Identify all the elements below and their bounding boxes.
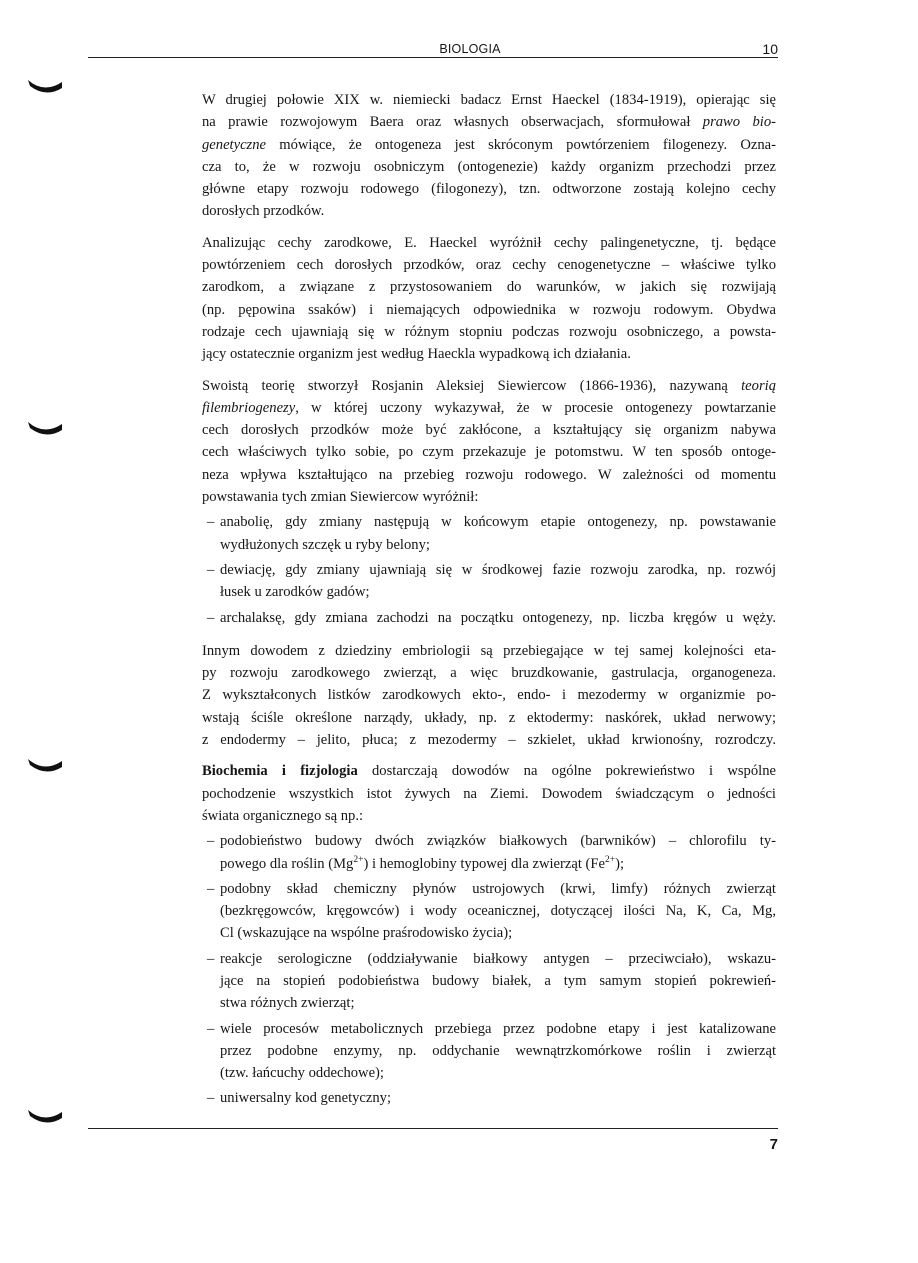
text-line [202,760,776,782]
list-item-archalaksa [202,607,776,629]
text-line: jące na stopień podobieństwa budowy białek, a tym samym stopień pokrewień- [220,972,776,989]
text-line: powtórzeniem cech dorosłych przodków, oraz cechy cenogenetyczne – właściwe tylko [202,257,776,274]
list-item-pigments [202,830,776,875]
paragraph-embriology [202,640,776,751]
paragraph-biochemistry [202,760,776,827]
text-line [220,853,776,875]
list-item-genetic-code [202,1087,776,1109]
page-body-text [202,89,776,1110]
list-bullet-dash: – [207,609,215,626]
punch-hole-mark-icon [26,76,64,96]
text-line: podobny skład chemiczny płynów ustrojowych (krwi, limfy) różnych zwierząt [220,880,776,897]
text-segment: ) i hemoglobiny typowej dla zwierząt (Fe [363,855,606,872]
text-line: W drugiej połowie XIX w. niemiecki badacz Ernst Haeckel (1834-1919), opierając się [202,92,776,108]
paragraph-palingenetic [202,232,776,366]
text-line: główne etapy rozwoju rodowego (filogonezy), tzn. odtworzone zostają kolejno cechy [202,181,776,198]
text-line: łusek u zarodków gadów; [220,584,370,601]
text-line: Z wykształconych listków zarodkowych ekto-, endo- i mezodermy w organizmie po- [202,687,776,704]
text-line: (tzw. łańcuchy oddechowe); [220,1065,384,1082]
text-segment: ); [615,855,625,872]
text-line: anabolię, gdy zmiany następują w końcowym etapie ontogenezy, np. powstawanie [220,514,776,531]
text-line: cech właściwych tylko sobie, po czym przekazuje je potomstwu. W ten sposób ontoge- [202,444,776,461]
italic-term: teorią [741,377,776,394]
text-line: cech dorosłych przodków może być zakłócone, a kształtujący się organizm nabywa [202,422,776,439]
text-segment: na prawie rozwojowym Baera oraz własnych obserwacjach, sformułował [202,114,703,131]
list-bullet-dash: – [207,833,215,850]
running-header-page-number: 10 [762,41,778,57]
text-line [202,111,776,133]
italic-term: genetyczne [202,136,267,153]
text-segment: dostarczają dowodów na ogólne pokrewieństwo i wspólne [357,763,776,780]
text-segment: powego dla roślin (Mg [220,855,354,872]
text-line: z endodermy – jelito, płuca; z mezodermy – szkielet, układ krwionośny, rozrodczy. [202,732,776,749]
header-rule [88,57,778,58]
text-line: wiele procesów metabolicznych przebiega przez podobne etapy i jest katalizowane [220,1020,776,1037]
bold-heading-term: Biochemia i fizjologia [202,763,358,780]
list-item-body-fluids [202,878,776,945]
text-line: jący ostatecznie organizm jest według Haeckla wypadkową ich działania. [202,346,631,363]
punch-hole-mark-icon [26,1106,64,1126]
text-line: uniwersalny kod genetyczny; [220,1090,392,1107]
text-line: archalaksę, gdy zmiana zachodzi na początku ontogenezy, np. liczba kręgów u węży. [220,609,776,626]
text-line [202,134,776,156]
list-bullet-dash: – [207,561,215,578]
text-line: dewiację, gdy zmiany ujawniają się w środkowej fazie rozwoju zarodka, np. rozwój [220,561,776,578]
list-item-dewiacja [202,559,776,604]
italic-term: prawo bio- [702,114,776,131]
text-line: przez podobne enzymy, np. oddychanie wewnątrzkomórkowe roślin i zwierząt [220,1042,776,1059]
footer-page-number: 7 [769,1136,778,1153]
text-line: py rozwoju zarodkowego zwierząt, a więc bruzdkowanie, gastrulacja, organogeneza. [202,665,776,682]
text-line: Cl (wskazujące na wspólne praśrodowisko życia); [220,925,513,942]
text-segment: mówiące, że ontogeneza jest skróconym powtórzeniem filogenezy. Ozna- [266,136,776,153]
list-item-anabolia [202,511,776,556]
text-segment: , w której uczony wykazywał, że w procesie ontogenezy powtarzanie [295,399,776,416]
text-line: pochodzenie wszystkich istot żywych na Ziemi. Dowodem świadczącym o jedności [202,785,776,802]
punch-hole-mark-icon [26,755,64,775]
paragraph-haeckel-law [202,89,776,223]
text-line: podobieństwo budowy dwóch związków białkowych (barwników) – chlorofilu ty- [220,833,776,850]
text-line [202,375,776,397]
list-bullet-dash: – [207,1090,215,1107]
text-line [202,397,776,419]
text-line: świata organicznego są np.: [202,807,364,824]
text-line: zarodkom, a związane z przystosowaniem do warunków, w jakich się rozwijają [202,279,776,296]
footer-rule [88,1128,778,1129]
text-line: wydłużonych szczęk u ryby belony; [220,536,430,553]
list-item-metabolism [202,1018,776,1085]
text-line: reakcje serologiczne (oddziaływanie białkowy antygen – przeciwciało), wskazu- [220,950,776,967]
text-line: stwa różnych zwierząt; [220,995,355,1012]
punch-hole-mark-icon [26,418,64,438]
running-header-title: BIOLOGIA [439,42,501,56]
list-bullet-dash: – [207,1020,215,1037]
text-line: (bezkręgowców, kręgowców) i wody oceanicznej, dotyczącej ilości Na, K, Ca, Mg, [220,903,776,920]
text-segment: Swoistą teorię stworzył Rosjanin Aleksiej Siewiercow (1866-1936), nazywaną [202,377,742,394]
text-line: wstają ściśle określone narządy, układy, np. z ektodermy: naskórek, układ nerwowy; [202,709,776,726]
list-bullet-dash: – [207,514,215,531]
text-line: dorosłych przodków. [202,203,325,220]
text-line: rodzaje cech ujawniają się w różnym stopniu podczas rozwoju osobniczego, a powsta- [202,323,776,340]
superscript-charge: 2+ [353,854,364,865]
text-line: powstawania tych zmian Siewiercow wyróżnił: [202,489,479,506]
superscript-charge: 2+ [605,854,616,865]
text-line: (np. pępowina ssaków) i niemających odpowiednika w rozwoju rodowym. Obydwa [202,301,776,318]
text-line: Analizując cechy zarodkowe, E. Haeckel wyróżnił cechy palingenetyczne, tj. będące [202,234,776,251]
list-item-serology [202,948,776,1015]
text-line: cza to, że w rozwoju osobniczym (ontogenezie) każdy organizm przechodzi przez [202,158,776,175]
text-line: neza wpływa kształtująco na przebieg rozwoju rodowego. W zależności od momentu [202,466,776,483]
paragraph-siewiercow [202,375,776,509]
list-bullet-dash: – [207,880,215,897]
italic-term: filembriogenezy [202,399,296,416]
list-bullet-dash: – [207,950,215,967]
text-line: Innym dowodem z dziedziny embriologii są przebiegające w tej samej kolejności eta- [202,642,776,659]
